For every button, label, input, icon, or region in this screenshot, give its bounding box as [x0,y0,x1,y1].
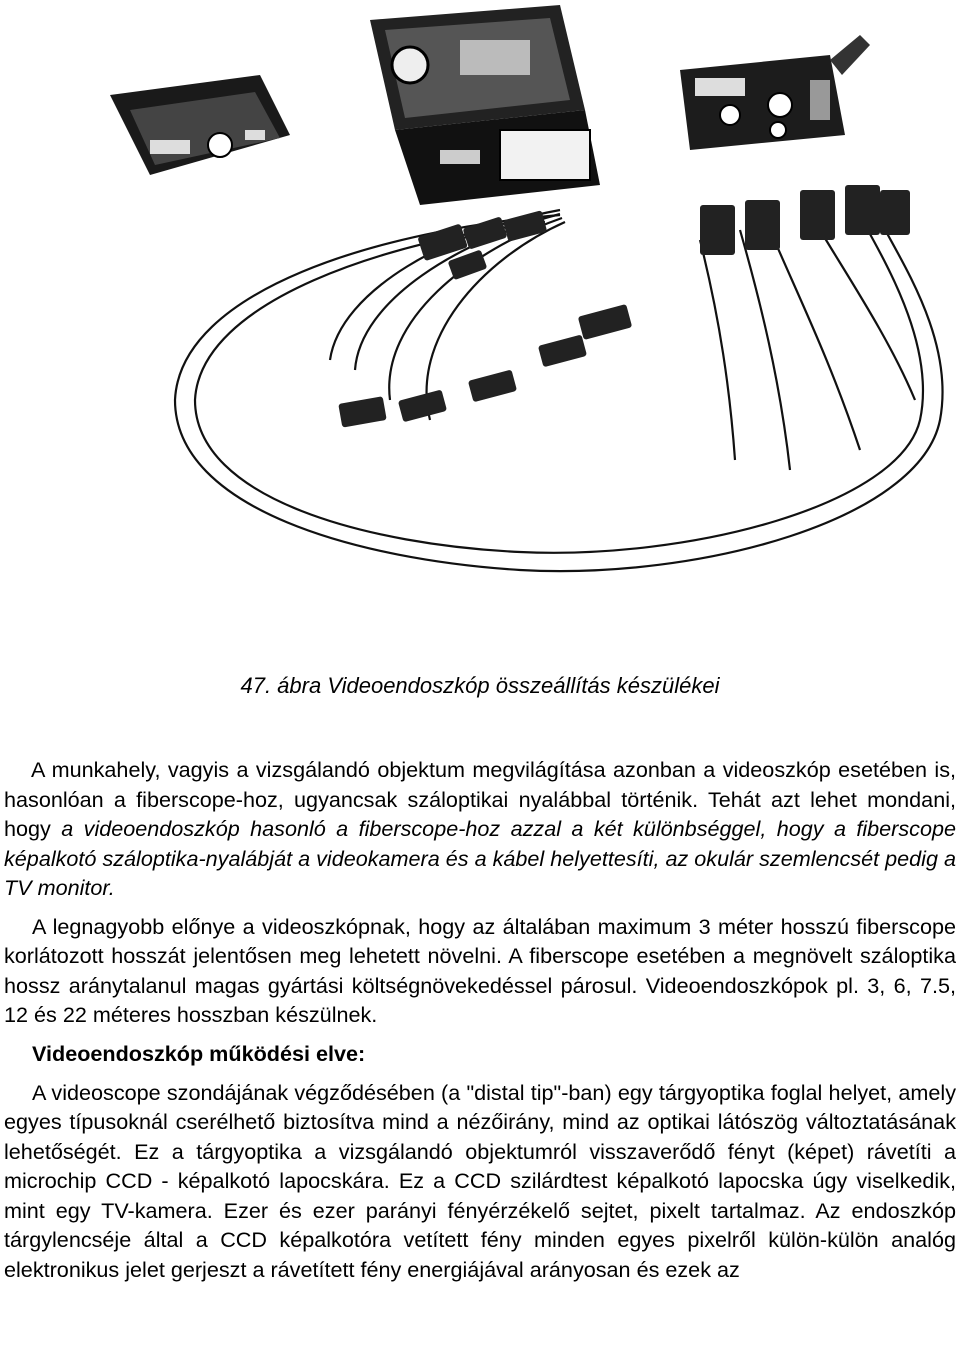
paragraph-illumination-italic: a videoendoszkóp hasonló a fiberscope-hoz azzal a két különbséggel, hogy a fiberscope képalkotó száloptika-nyalábját a videokamera és a kábel helyettesíti, az okulár szemlencsét pedig a TV monitor. [4,816,956,900]
section-heading: Videoendoszkóp működési elve: [32,1040,366,1066]
figure-caption: 47. ábra Videoendoszkóp összeállítás készülékei [240,673,720,698]
connector-right-1 [700,205,735,255]
paragraph-principle: A videoscope szondájának végződésében (a "distal tip"-ban) egy tárgyoptika foglal helyet, amely egyes típusoknál cserélhető biztosítva mind a nézőirány, mind az optikai látószög változtatásának lehetőségét. Ez a tárgyoptika a vizsgálandó objektumról visszaverődő fényt (képet) rávetíti a microchip CCD - képalkotó lapocskára. Ez a CCD szilárdtest képalkotó lapocska úgy viselkedik, mint egy TV-kamera. Ezer és ezer parányi fényérzékelő sejtet, pixelt tartalmaz. Az endoszkóp tárgylencséje által a CCD képalkotóra vetített fény minden egyes pixelről külön-külön analóg elektronikus jelet gerjeszt a rávetített fény energiájával arányosan és ezek az [4,1079,956,1282]
paragraph-advantage: A legnagyobb előnye a videoszkópnak, hogy az általában maximum 3 méter hosszú fiberscope korlátozott hosszát jelentősen meg lehetett növelni. A fiberscope esetében a megnövelt száloptika hossz aránytalanul magas gyártási költségnövekedéssel párosul. Videoendoszkópok pl. 3, 6, 7.5, 12 és 22 méteres hosszban készülnek. [4,913,956,1027]
light-source-unit [370,5,600,205]
connector-1 [417,223,468,261]
equipment-figure [0,0,960,650]
videoendoscope-equipment-photo [0,0,960,650]
cable-loop-outer [175,215,943,571]
camera-control-unit [680,35,870,150]
control-box-left [110,75,290,175]
body-text [4,755,956,1284]
paragraph-illumination-plain: A munkahely, vagyis a vizsgálandó objektum megvilágítása azonban a videoszkóp esetében is, hasonlóan a fiberscope-hoz, ugyancsak száloptikai nyalábbal történik. Tehát azt lehet mondani, hogy [4,757,956,841]
paragraph-illumination [4,755,956,903]
